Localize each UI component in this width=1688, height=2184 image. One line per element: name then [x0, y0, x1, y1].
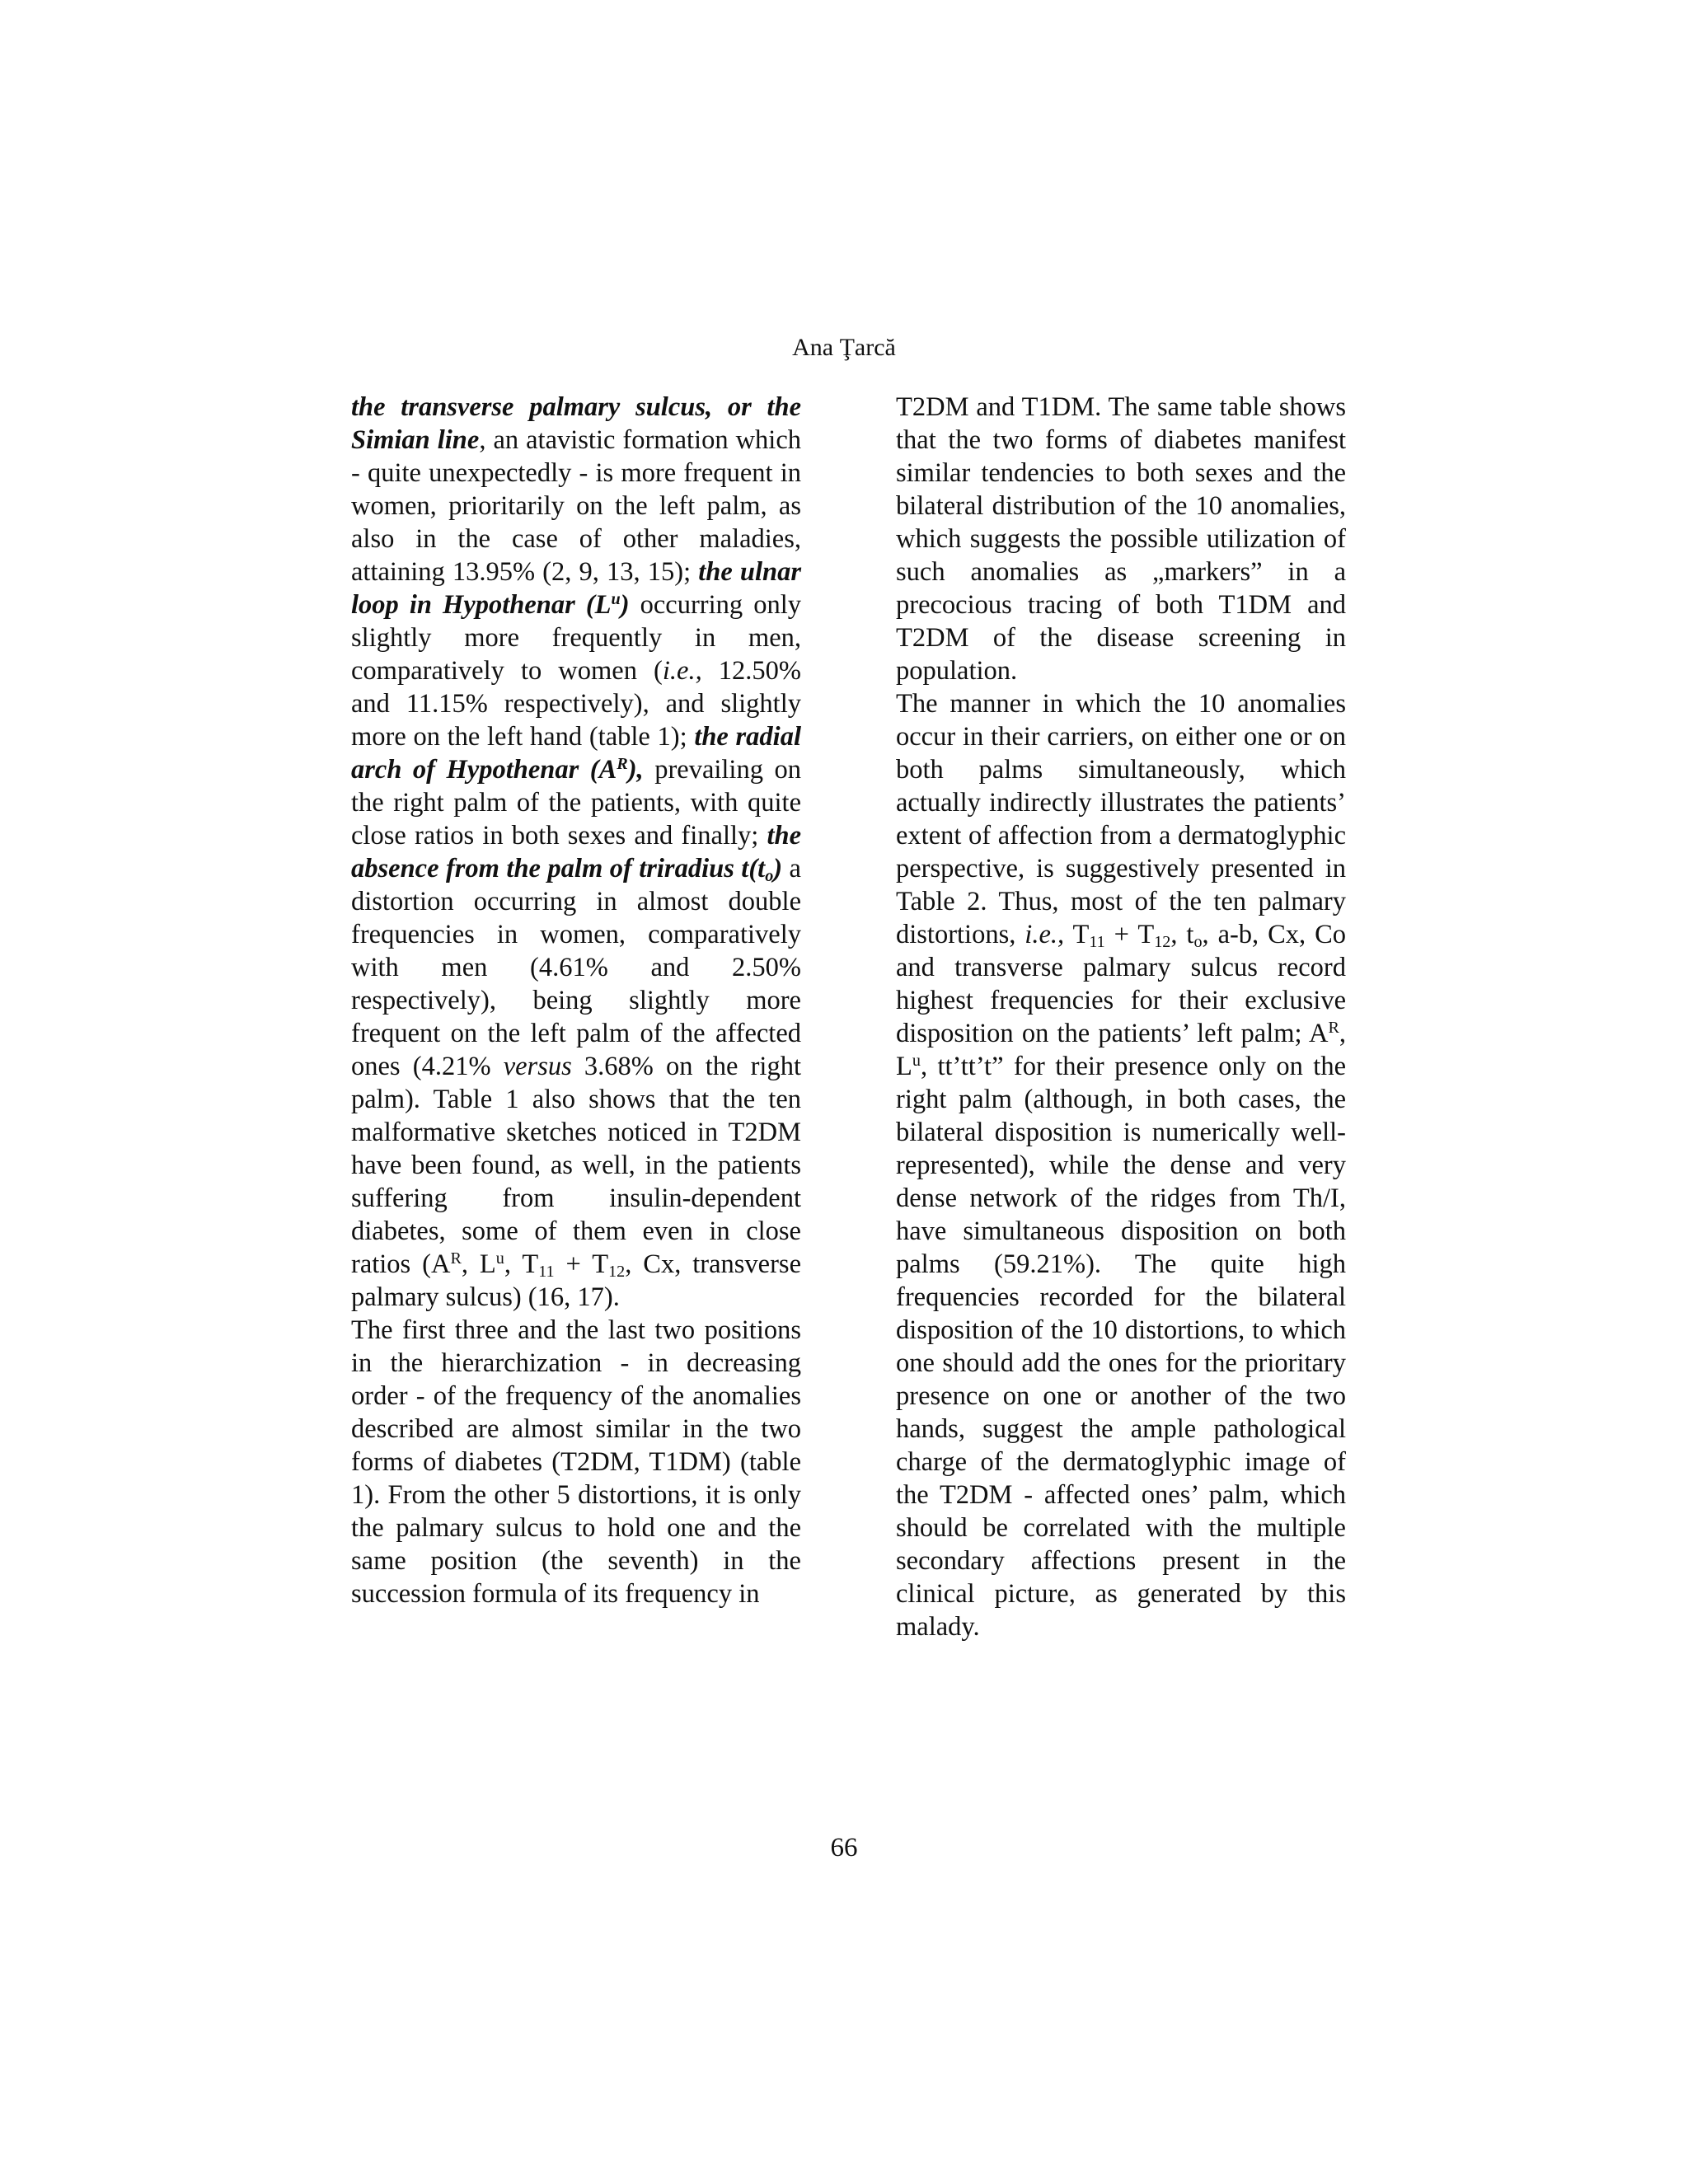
superscript: u [611, 589, 621, 608]
left-paragraph-2: The first three and the last two positions in the hierarchization - in decreasing order - of the frequency of the anomalies described are almost similar in the two forms of diabetes (T2DM, T1DM) (table 1). From the other 5 distortions, it is only the palmary sulcus to hold one and the same position (the seventh) in the succession formula of its frequency in [351, 1315, 801, 1609]
superscript: R [450, 1249, 462, 1268]
text-span: 3.68% on the right palm). Table 1 also shows that the ten malformative sketches noticed in T2DM have been found, as well, in the patients suffering from insulin-dependent diabetes, some of them even in close ratios (A [351, 1052, 801, 1279]
superscript: R [617, 754, 628, 773]
italic-text: versus [503, 1052, 572, 1081]
subscript: 11 [1089, 933, 1105, 952]
term-simian-line: the transverse palmary sulcus, or the Simian line [351, 392, 801, 455]
italic-text: i.e., [1025, 920, 1065, 949]
text-span: ) [620, 590, 630, 620]
text-span: The manner in which the 10 anomalies occur in their carriers, on either one or on both palms simultaneously, which actually indirectly illustrates the patients’ extent of affection from a dermatoglyphic perspective, is suggestively presented in Table 2. Thus, most of the ten palmary distortions, [896, 689, 1346, 949]
subscript: 12 [1154, 933, 1171, 952]
page-number: 66 [830, 1833, 858, 1863]
subscript: o [765, 867, 774, 886]
text-span: 12.50% and 11.15% respectively), and slightly more on the left hand (table 1); [351, 656, 802, 752]
text-span: , an atavistic formation which - quite unexpectedly - is more frequent in women, prioritarily on the left palm, as also in the case of other maladies, attaining 13.95% (2, 9, 13, 15); [351, 425, 801, 587]
text-span: the radial arch of Hypothenar (A [351, 722, 801, 785]
right-paragraph-2 [896, 687, 1346, 1643]
text-span: , Cx, transverse palmary sulcus) (16, 17). [351, 1249, 802, 1312]
text-span: occurring only slightly more frequently in men, comparatively to women ( [351, 590, 801, 686]
text-span: ), [627, 755, 644, 785]
text-span: , L [896, 1019, 1346, 1081]
subscript: o [1193, 933, 1203, 952]
text-span: the ulnar loop in Hypothenar (L [351, 557, 802, 620]
text-span: , a-b, Cx, Co and transverse palmary sulcus record highest frequencies for their exclusive disposition on the patients’ left palm; A [896, 920, 1347, 1048]
left-column [351, 391, 801, 1610]
text-span: , T [504, 1249, 539, 1279]
superscript: R [1328, 1018, 1339, 1037]
right-paragraph-1: T2DM and T1DM. The same table shows that the two forms of diabetes manifest similar tendencies to both sexes and the bilateral distribution of the 10 anomalies, which suggests the possible utilization of such anomalies as „markers” in a precocious tracing of both T1DM and T2DM of the disease screening in population. [896, 392, 1346, 686]
right-column [896, 391, 1346, 1643]
text-span: , tt’tt’t” for their presence only on the right palm (although, in both cases, the bilateral disposition is numerically well-represented), while the dense and very dense network of the ridges from Th/I, have simultaneous disposition on both palms (59.21%). The quite high frequencies recorded for the bilateral disposition of the 10 distortions, to which one should add the ones for the prioritary presence on one or another of the two hands, suggest the ample pathological charge of the dermatoglyphic image of the T2DM - affected ones’ palm, which should be correlated with the multiple secondary affections present in the clinical picture, as generated by this malady. [896, 1052, 1346, 1642]
subscript: 11 [538, 1263, 555, 1282]
text-span: the absence from the palm of triradius t(t [351, 821, 801, 883]
superscript: u [495, 1249, 504, 1268]
text-span: + T [1104, 920, 1155, 949]
text-span: prevailing on the right palm of the patients, with quite close ratios in both sexes and finally; [351, 755, 801, 851]
left-paragraph-1 [351, 391, 801, 1314]
italic-text: i.e., [662, 656, 702, 686]
text-span: + T [554, 1249, 609, 1279]
running-head-author: Ana Ţarcă [792, 334, 896, 361]
text-span: T [1064, 920, 1090, 949]
subscript: 12 [608, 1263, 626, 1282]
text-span: a distortion occurring in almost double frequencies in women, comparatively with men (4.61% and 2.50% respectively), being slightly more frequent on the left palm of the affected ones (4.21% [351, 854, 801, 1081]
text-span: ) [773, 854, 783, 883]
superscript: u [912, 1051, 921, 1070]
text-span: , t [1170, 920, 1194, 949]
text-span: , L [461, 1249, 496, 1279]
